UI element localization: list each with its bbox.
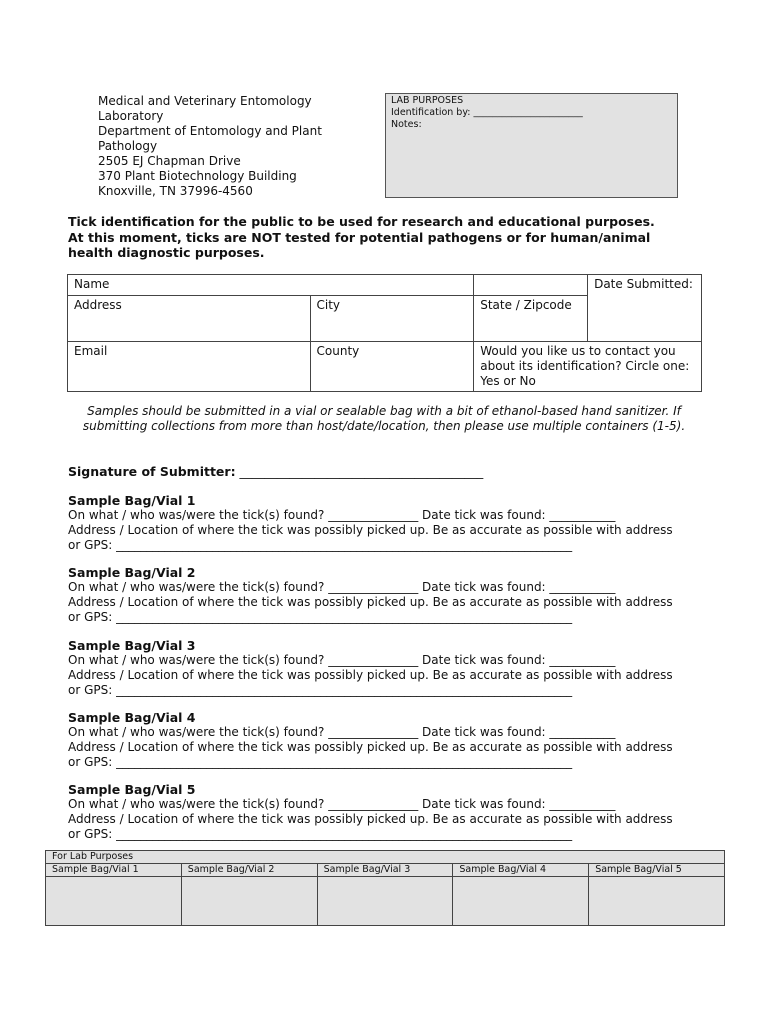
samples-note: Samples should be submitted in a vial or sealable bag with a bit of ethanol-based hand sanitizer. If submitting collections from more than host/date/location, then please use multiple containers (1-5). (82, 404, 686, 433)
sample-bag-3 (68, 638, 708, 698)
submitter-info-table (67, 274, 702, 392)
identification-field: Identification by: _______________________ (391, 107, 583, 118)
contact-question: Would you like us to contact you about its identification? Circle one: Yes or No (480, 344, 690, 388)
email-field[interactable] (68, 342, 311, 392)
intro-line: health diagnostic purposes. (68, 245, 265, 260)
lab-column-header: Sample Bag/Vial 3 (317, 864, 453, 877)
sample-bag-title: Sample Bag/Vial 3 (68, 638, 196, 653)
signature-line[interactable]: _______________________________________ (235, 464, 484, 479)
gps-line[interactable]: or GPS: ____________________________________________________________________________ (68, 683, 573, 697)
city-label: City (316, 298, 341, 312)
sample-bag-2 (68, 565, 708, 625)
address-line: Laboratory (98, 109, 164, 123)
tick-location-line: Address / Location of where the tick was possibly picked up. Be as accurate as possible with address (68, 740, 673, 754)
lab-column-header: Sample Bag/Vial 5 (589, 864, 725, 877)
intro-line: At this moment, ticks are NOT tested for potential pathogens or for human/animal (68, 229, 651, 245)
name-field[interactable] (68, 275, 474, 296)
signature-label: Signature of Submitter: (68, 464, 236, 479)
intro-line: Tick identification for the public to be used for research and educational purposes. (68, 214, 655, 229)
gps-line[interactable]: or GPS: ____________________________________________________________________________ (68, 610, 573, 624)
state-zip-label: State / Zipcode (480, 298, 572, 312)
lab-purposes-table (45, 850, 725, 926)
name-extra-cell[interactable] (474, 275, 588, 296)
lab-cell[interactable] (46, 877, 182, 926)
gps-line[interactable]: or GPS: ____________________________________________________________________________ (68, 538, 573, 552)
lab-cell[interactable] (453, 877, 589, 926)
tick-location-line: Address / Location of where the tick was possibly picked up. Be as accurate as possible with address (68, 595, 673, 609)
address-label: Address (74, 298, 122, 312)
lab-purposes-title: LAB PURPOSES (391, 95, 464, 106)
contact-question-field[interactable] (474, 342, 702, 392)
county-label: County (316, 344, 360, 358)
address-line: 370 Plant Biotechnology Building (98, 169, 297, 183)
tick-location-line: Address / Location of where the tick was possibly picked up. Be as accurate as possible with address (68, 523, 673, 537)
sample-bag-4 (68, 710, 708, 770)
gps-line[interactable]: or GPS: ____________________________________________________________________________ (68, 755, 573, 769)
address-line: Department of Entomology and Plant (98, 124, 322, 138)
lab-cell[interactable] (589, 877, 725, 926)
lab-column-header: Sample Bag/Vial 2 (181, 864, 317, 877)
tick-host-date-line[interactable]: On what / who was/were the tick(s) found? _______________ Date tick was found: ___________ (68, 725, 616, 739)
sample-bag-title: Sample Bag/Vial 4 (68, 710, 196, 725)
tick-host-date-line[interactable]: On what / who was/were the tick(s) found? _______________ Date tick was found: ___________ (68, 580, 616, 594)
date-submitted-label: Date Submitted: (594, 277, 693, 291)
intro-statement (68, 214, 708, 261)
address-field[interactable] (68, 296, 311, 342)
sample-bag-5 (68, 782, 708, 842)
city-field[interactable] (310, 296, 474, 342)
lab-address (98, 94, 322, 199)
tick-location-line: Address / Location of where the tick was possibly picked up. Be as accurate as possible with address (68, 812, 673, 826)
address-line: Pathology (98, 139, 158, 153)
tick-host-date-line[interactable]: On what / who was/were the tick(s) found? _______________ Date tick was found: ___________ (68, 797, 616, 811)
address-line: 2505 EJ Chapman Drive (98, 154, 241, 168)
lab-purposes-box (385, 93, 678, 198)
lab-cell[interactable] (317, 877, 453, 926)
lab-column-header: Sample Bag/Vial 4 (453, 864, 589, 877)
sample-bag-1 (68, 493, 708, 553)
name-label: Name (74, 277, 110, 291)
sample-bag-title: Sample Bag/Vial 2 (68, 565, 196, 580)
tick-host-date-line[interactable]: On what / who was/were the tick(s) found? _______________ Date tick was found: ___________ (68, 653, 616, 667)
county-field[interactable] (310, 342, 474, 392)
email-label: Email (74, 344, 108, 358)
notes-field: Notes: (391, 119, 422, 130)
sample-bag-title: Sample Bag/Vial 1 (68, 493, 196, 508)
state-zip-field[interactable] (474, 296, 588, 342)
address-line: Knoxville, TN 37996-4560 (98, 184, 253, 198)
gps-line[interactable]: or GPS: ____________________________________________________________________________ (68, 827, 573, 841)
signature-field[interactable] (68, 464, 483, 479)
address-line: Medical and Veterinary Entomology (98, 94, 312, 108)
lab-column-header: Sample Bag/Vial 1 (46, 864, 182, 877)
lab-cell[interactable] (181, 877, 317, 926)
sample-bag-title: Sample Bag/Vial 5 (68, 782, 196, 797)
tick-host-date-line[interactable]: On what / who was/were the tick(s) found? _______________ Date tick was found: ___________ (68, 508, 616, 522)
lab-table-title: For Lab Purposes (46, 851, 725, 864)
date-submitted-field[interactable] (588, 275, 702, 342)
tick-location-line: Address / Location of where the tick was possibly picked up. Be as accurate as possible with address (68, 668, 673, 682)
